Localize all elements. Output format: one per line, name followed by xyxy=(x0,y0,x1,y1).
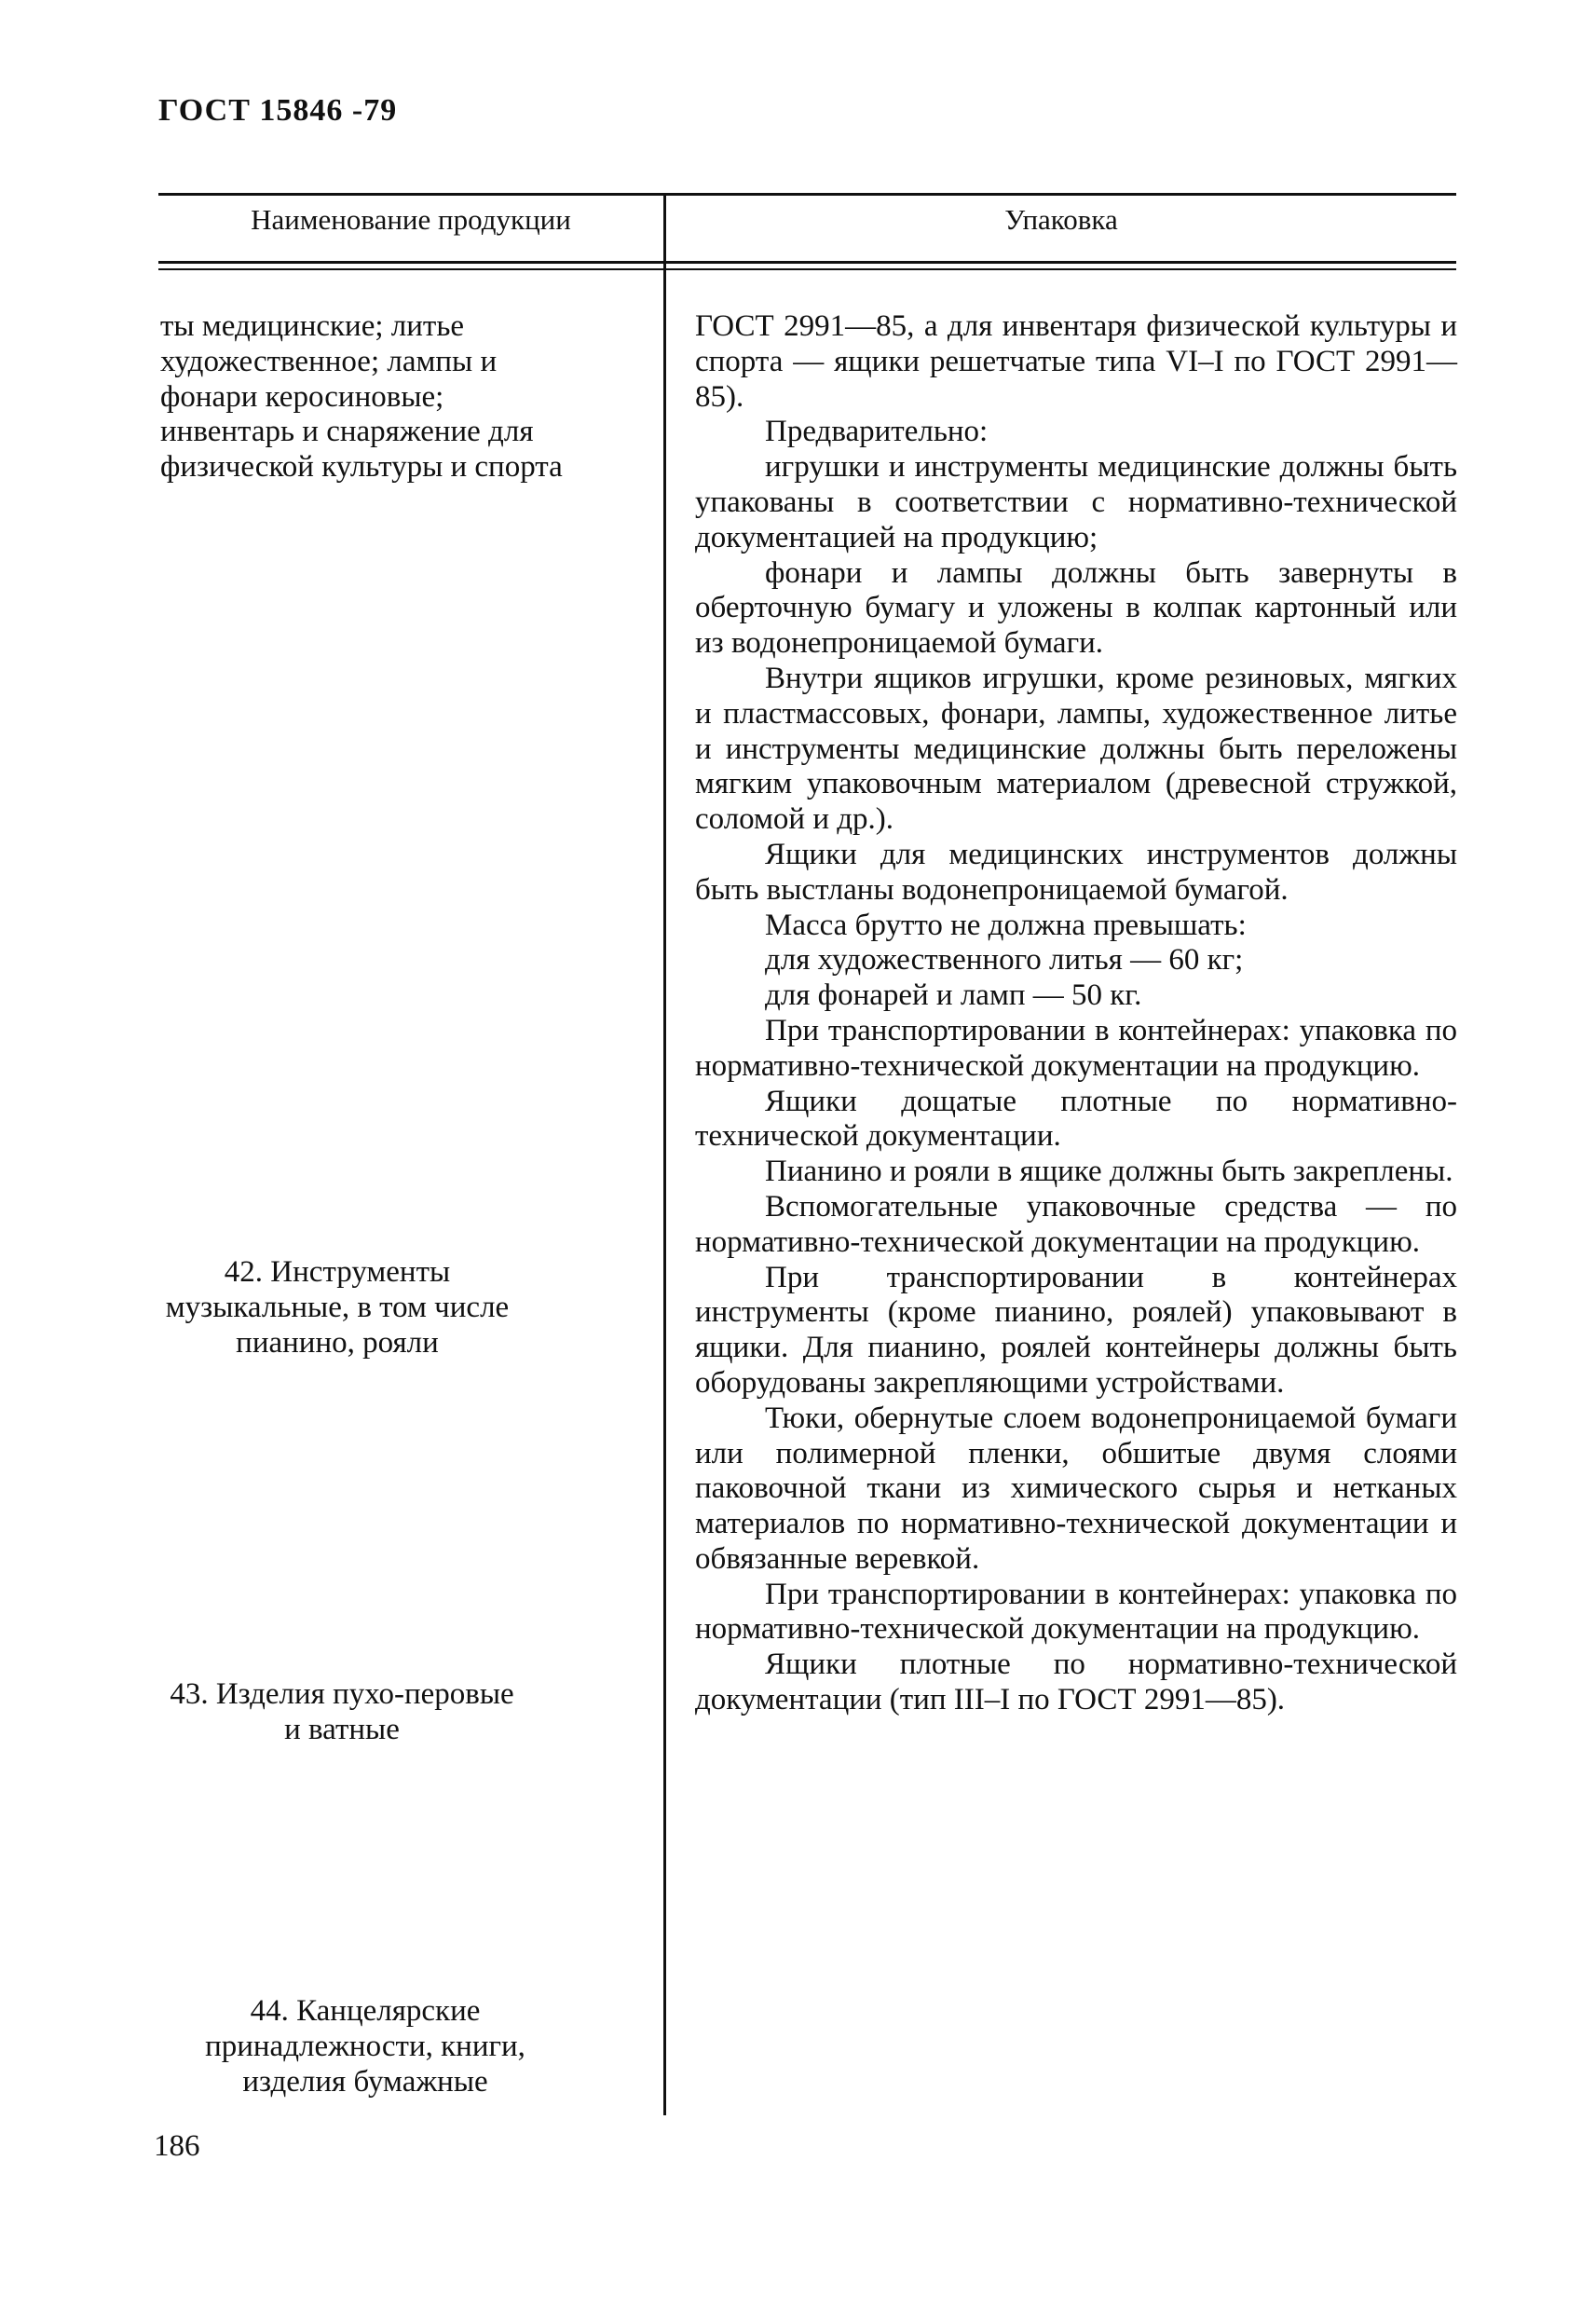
product-name-cell xyxy=(160,1255,514,1361)
packaging-paragraph: Предварительно: xyxy=(765,415,989,449)
column-divider xyxy=(663,196,666,2115)
product-name-text: 44. Канцелярские принадлежности, книги, изделия бумажные xyxy=(205,1994,525,2099)
packaging-paragraph: Внутри ящиков игрушки, кроме резиновых, мягких и пластмассовых, фонари, лампы, художественное литье и инструменты медицинские должны быть переложены мягким упаковочным материалом (древесной стружкой, соломой и др.). xyxy=(695,661,1457,837)
page-number: 186 xyxy=(154,2129,200,2163)
packaging-paragraph: При транспортировании в контейнерах: упаковка по нормативно-технической документации на продукцию. xyxy=(695,1013,1457,1083)
product-name-text: 42. Инструменты музыкальные, в том числе пианино, рояли xyxy=(165,1255,510,1360)
packaging-paragraph: При транспортировании в контейнерах инструменты (кроме пианино, роялей) упаковывают в ящики. Для пианино, роялей контейнеры должны быть оборудованы закрепляющими устройствами. xyxy=(695,1260,1457,1400)
packaging-paragraph: игрушки и инструменты медицинские должны быть упакованы в соответствии с нормативно-технической документацией на продукцию; xyxy=(695,450,1457,554)
header-double-rule-top xyxy=(158,261,1456,264)
product-name-cell xyxy=(160,1677,524,1748)
packaging-column xyxy=(695,309,1457,1718)
header-double-rule-bottom xyxy=(158,268,1456,270)
product-name-cell xyxy=(160,1994,570,2099)
packaging-paragraph: для фонарей и ламп — 50 кг. xyxy=(765,978,1142,1013)
packaging-paragraph: Ящики дощатые плотные по нормативно-технической документации. xyxy=(695,1084,1457,1154)
packaging-paragraph: фонари и лампы должны быть завернуты в оберточную бумагу и уложены в колпак картонный или из водонепроницаемой бумаги. xyxy=(695,555,1457,661)
product-name-text: 43. Изделия пухо-перовые и ватные xyxy=(170,1677,514,1746)
column-header-product-name: Наименование продукции xyxy=(251,203,571,236)
packaging-paragraph: Пианино и рояли в ящике должны быть закреплены. xyxy=(765,1155,1453,1189)
packaging-paragraph: Вспомогательные упаковочные средства — по нормативно-технической документации на продукцию. xyxy=(695,1189,1457,1259)
packaging-paragraph: Масса брутто не должна превышать: xyxy=(765,908,1247,942)
packaging-paragraph: для художественного литья — 60 кг; xyxy=(765,943,1244,978)
product-name-text: ты медицинские; литье художественное; лампы и фонари керосиновые; инвентарь и снаряжение для физической культуры и спорта xyxy=(160,309,563,485)
table-top-rule xyxy=(158,193,1456,196)
column-header-packaging: Упаковка xyxy=(1004,203,1118,236)
document-header: ГОСТ 15846 -79 xyxy=(158,93,398,128)
packaging-paragraph: Ящики плотные по нормативно-технической документации (тип III–I по ГОСТ 2991—85). xyxy=(695,1648,1457,1717)
packaging-paragraph: Тюки, обернутые слоем водонепроницаемой бумаги или полимерной пленки, обшитые двумя слоями паковочной ткани из химического сырья и нетканых материалов по нормативно-технической документации и обвязанные веревкой. xyxy=(695,1401,1457,1576)
packaging-paragraph: При транспортировании в контейнерах: упаковка по нормативно-технической документации на продукцию. xyxy=(695,1577,1457,1647)
packaging-paragraph: Ящики для медицинских инструментов должны быть выстланы водонепроницаемой бумагой. xyxy=(695,837,1457,907)
product-name-cell xyxy=(160,309,580,485)
packaging-paragraph: ГОСТ 2991—85, а для инвентаря физической культуры и спорта — ящики решетчатые типа VI–I по ГОСТ 2991—85). xyxy=(695,309,1457,414)
